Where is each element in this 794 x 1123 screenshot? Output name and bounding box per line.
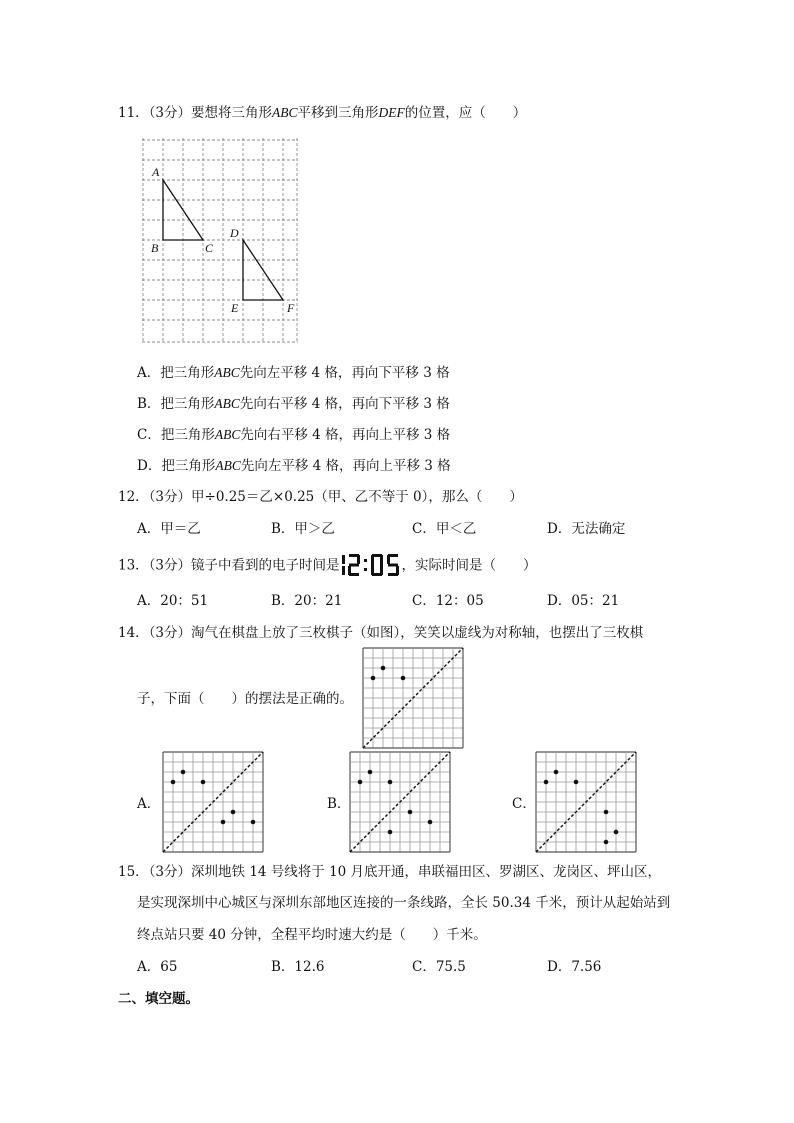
- chess-piece: [554, 770, 559, 775]
- q15-stem-line2: 是实现深圳中心城区与深圳东部地区连接的一条线路，全长 50.34 千米，预计从起始站到: [137, 895, 671, 911]
- chess-piece: [221, 820, 226, 825]
- chess-piece: [408, 810, 413, 815]
- chess-piece: [381, 666, 386, 671]
- q13-option-c[interactable]: C．12：05: [412, 593, 484, 609]
- q11-option-b[interactable]: B．把三角形ABC先向右平移 4 格，再向下平移 3 格: [137, 396, 450, 412]
- label-a: A: [152, 165, 160, 179]
- chess-piece: [388, 780, 393, 785]
- label-d: D: [230, 226, 239, 240]
- chess-piece: [201, 780, 206, 785]
- chess-piece: [401, 676, 406, 681]
- label-b: B: [151, 241, 159, 255]
- q15-stem-line1: 15．（3分）深圳地铁 14 号线将于 10 月底开通，串联福田区、罗湖区、龙岗区、坪山区，: [118, 864, 662, 880]
- q15-stem-line3: 终点站只要 40 分钟，全程平均时速大约是（ ）千米。: [137, 927, 487, 943]
- q14-chessboard-option-b[interactable]: [350, 752, 450, 852]
- q12-option-c[interactable]: C．甲＜乙: [412, 521, 477, 537]
- chess-piece: [614, 830, 619, 835]
- chess-piece: [181, 770, 186, 775]
- q15-option-d[interactable]: D．7.56: [547, 959, 602, 975]
- chess-piece: [388, 830, 393, 835]
- section-title-fill-in: 二、填空题。: [118, 991, 199, 1007]
- q12-option-b[interactable]: B．甲＞乙: [271, 521, 335, 537]
- q11-translation-figure: [142, 138, 300, 344]
- chess-piece: [358, 780, 363, 785]
- chess-piece: [251, 820, 256, 825]
- q14-option-a[interactable]: A．: [137, 796, 161, 812]
- q14-option-c[interactable]: C．: [512, 796, 536, 812]
- q11-stem: 11．（3分）要想将三角形ABC平移到三角形DEF的位置，应（ ）: [118, 105, 527, 121]
- q12-option-d[interactable]: D．无法确定: [547, 521, 626, 537]
- label-e: E: [231, 301, 239, 315]
- chess-piece: [574, 780, 579, 785]
- q15-option-b[interactable]: B．12.6: [271, 959, 325, 975]
- q14-chessboard-option-a[interactable]: [163, 752, 263, 852]
- chess-piece: [231, 810, 236, 815]
- label-c: C: [205, 241, 214, 255]
- q14-option-b[interactable]: B．: [327, 796, 351, 812]
- q14-chessboard-option-c[interactable]: [536, 752, 636, 852]
- mirrored-digital-clock-icon: [340, 554, 402, 576]
- q13-stem: 13．（3分）镜子中看到的电子时间是 ，实际时间是（ ）: [118, 555, 537, 577]
- chess-piece: [604, 840, 609, 845]
- label-f: F: [287, 301, 295, 315]
- q14-chessboard-original: [363, 648, 463, 748]
- chess-piece: [171, 780, 176, 785]
- chess-piece: [604, 810, 609, 815]
- q13-option-a[interactable]: A．20：51: [137, 593, 209, 609]
- chess-piece: [428, 820, 433, 825]
- q15-option-a[interactable]: A．65: [137, 959, 178, 975]
- q12-stem: 12．（3分）甲÷0.25＝乙×0.25（甲、乙不等于 0），那么（ ）: [118, 489, 523, 505]
- q13-option-d[interactable]: D．05：21: [547, 593, 620, 609]
- q11-option-a[interactable]: A．把三角形ABC先向左平移 4 格，再向下平移 3 格: [137, 365, 450, 381]
- chess-piece: [544, 780, 549, 785]
- chess-piece: [371, 676, 376, 681]
- q15-option-c[interactable]: C．75.5: [412, 959, 466, 975]
- q14-stem-line2: 子，下面（ ）的摆法是正确的。: [137, 691, 353, 707]
- q11-option-d[interactable]: D．把三角形ABC先向左平移 4 格，再向上平移 3 格: [137, 458, 451, 474]
- q12-option-a[interactable]: A．甲＝乙: [137, 521, 201, 537]
- q13-option-b[interactable]: B．20：21: [271, 593, 343, 609]
- q14-stem-line1: 14．（3分）淘气在棋盘上放了三枚棋子（如图），笑笑以虚线为对称轴，也摆出了三枚棋: [118, 625, 644, 641]
- chess-piece: [368, 770, 373, 775]
- q11-option-c[interactable]: C．把三角形ABC先向右平移 4 格，再向上平移 3 格: [137, 427, 451, 443]
